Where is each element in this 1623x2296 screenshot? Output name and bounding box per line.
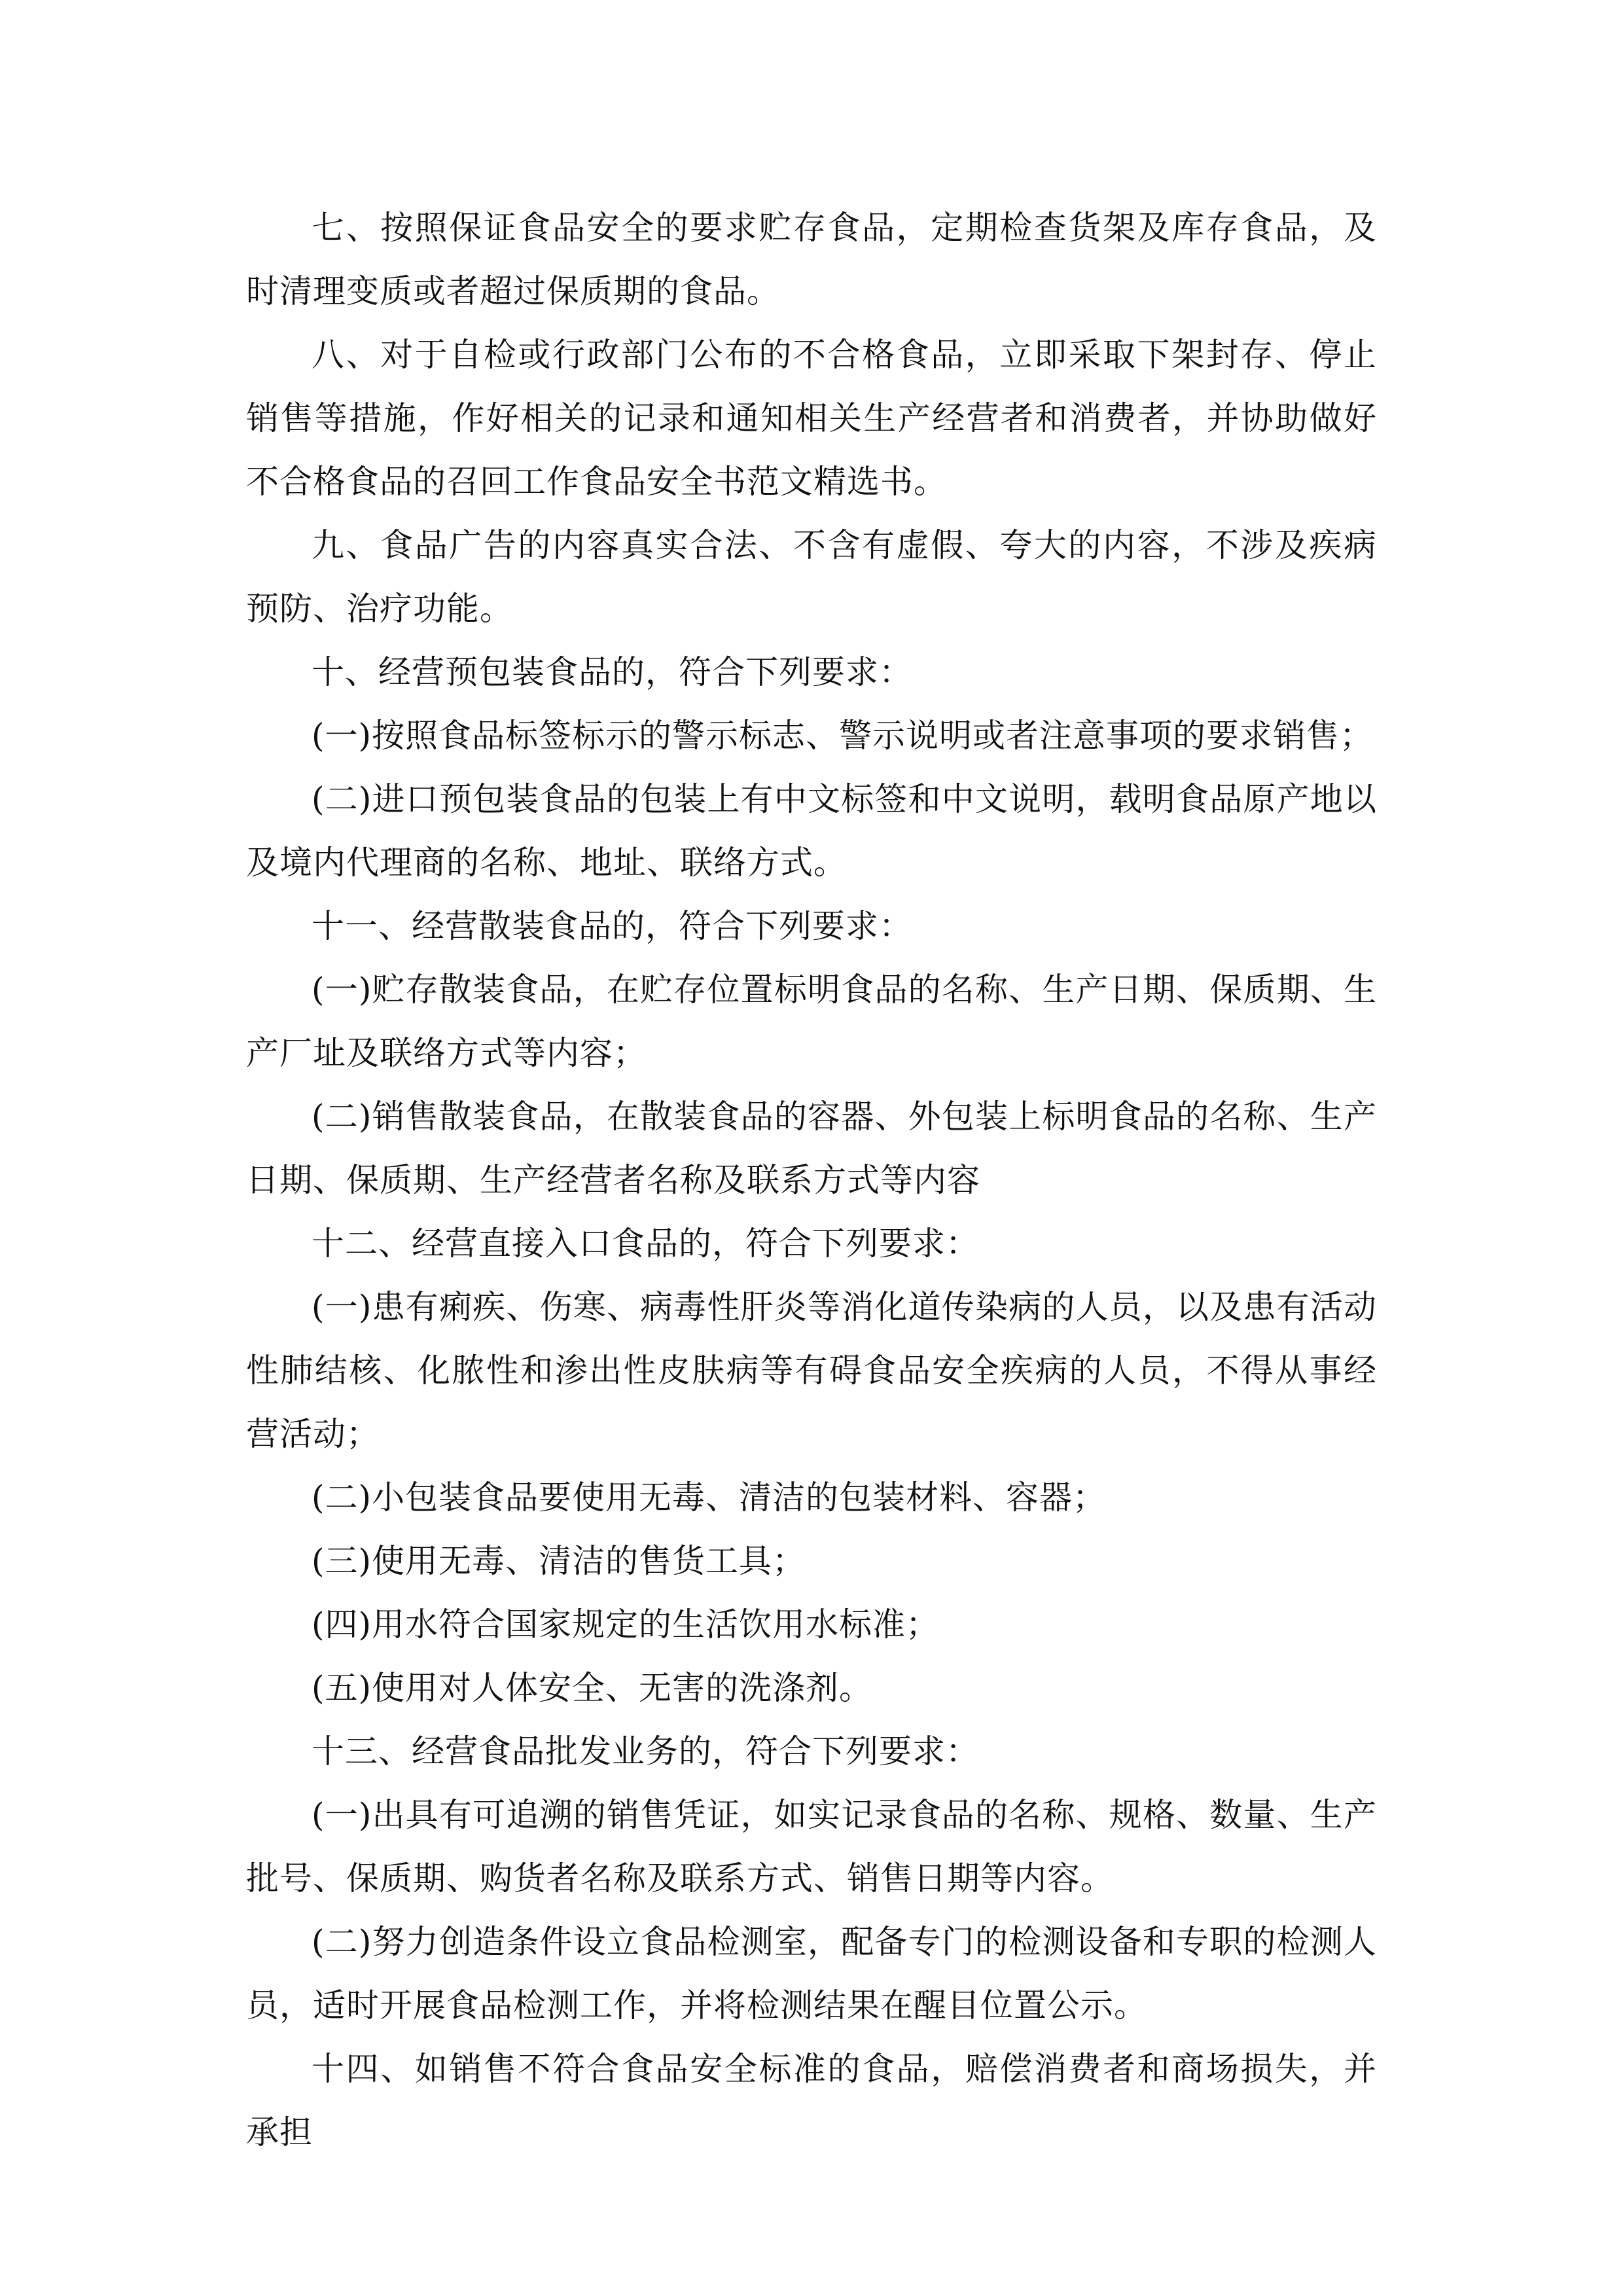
paragraph-12-item-1: (一)患有痢疾、伤寒、病毒性肝炎等消化道传染病的人员，以及患有活动性肺结核、化脓性和渗出性皮肤病等有碍食品安全疾病的人员，不得从事经营活动； [246, 1288, 1377, 1453]
paragraph-12-item-5: (五)使用对人体安全、无害的洗涤剂。 [312, 1669, 873, 1707]
paragraph-12-item-4: (四)用水符合国家规定的生活饮用水标准； [312, 1605, 940, 1643]
paragraph-13-item-2: (二)努力创造条件设立食品检测室，配备专门的检测设备和专职的检测人员，适时开展食品检测工作，并将检测结果在醒目位置公示。 [246, 1923, 1377, 2024]
paragraph-12-item-2: (二)小包装食品要使用无毒、清洁的包装材料、容器； [312, 1479, 1107, 1516]
paragraph-9: 九、食品广告的内容真实合法、不含有虚假、夸大的内容，不涉及疾病预防、治疗功能。 [246, 526, 1377, 628]
paragraph-12-item-3: (三)使用无毒、清洁的售货工具； [312, 1542, 806, 1580]
paragraph-11: 十一、经营散装食品的，符合下列要求： [312, 907, 912, 945]
paragraph-10-item-1: (一)按照食品标签标示的警示标志、警示说明或者注意事项的要求销售； [312, 717, 1374, 755]
paragraph-10-item-2: (二)进口预包装食品的包装上有中文标签和中文说明，载明食品原产地以及境内代理商的名称、地址、联络方式。 [246, 780, 1377, 882]
paragraph-12: 十二、经营直接入口食品的，符合下列要求： [312, 1225, 979, 1263]
paragraph-11-item-1: (一)贮存散装食品，在贮存位置标明食品的名称、生产日期、保质期、生产厂址及联络方式等内容； [246, 971, 1377, 1072]
paragraph-8: 八、对于自检或行政部门公布的不合格食品，立即采取下架封存、停止销售等措施，作好相关的记录和通知相关生产经营者和消费者，并协助做好不合格食品的召回工作食品安全书范文精选书。 [246, 336, 1377, 501]
paragraph-7: 七、按照保证食品安全的要求贮存食品，定期检查货架及库存食品，及时清理变质或者超过保质期的食品。 [246, 209, 1377, 310]
paragraph-10: 十、经营预包装食品的，符合下列要求： [312, 653, 912, 691]
paragraph-13-item-1: (一)出具有可追溯的销售凭证，如实记录食品的名称、规格、数量、生产批号、保质期、购货者名称及联系方式、销售日期等内容。 [246, 1796, 1377, 1897]
paragraph-13: 十三、经营食品批发业务的，符合下列要求： [312, 1732, 979, 1770]
paragraph-14: 十四、如销售不符合食品安全标准的食品，赔偿消费者和商场损失，并承担 [246, 2050, 1377, 2151]
document-body [246, 196, 1377, 2164]
paragraph-11-item-2: (二)销售散装食品，在散装食品的容器、外包装上标明食品的名称、生产日期、保质期、生产经营者名称及联系方式等内容 [246, 1098, 1377, 1199]
